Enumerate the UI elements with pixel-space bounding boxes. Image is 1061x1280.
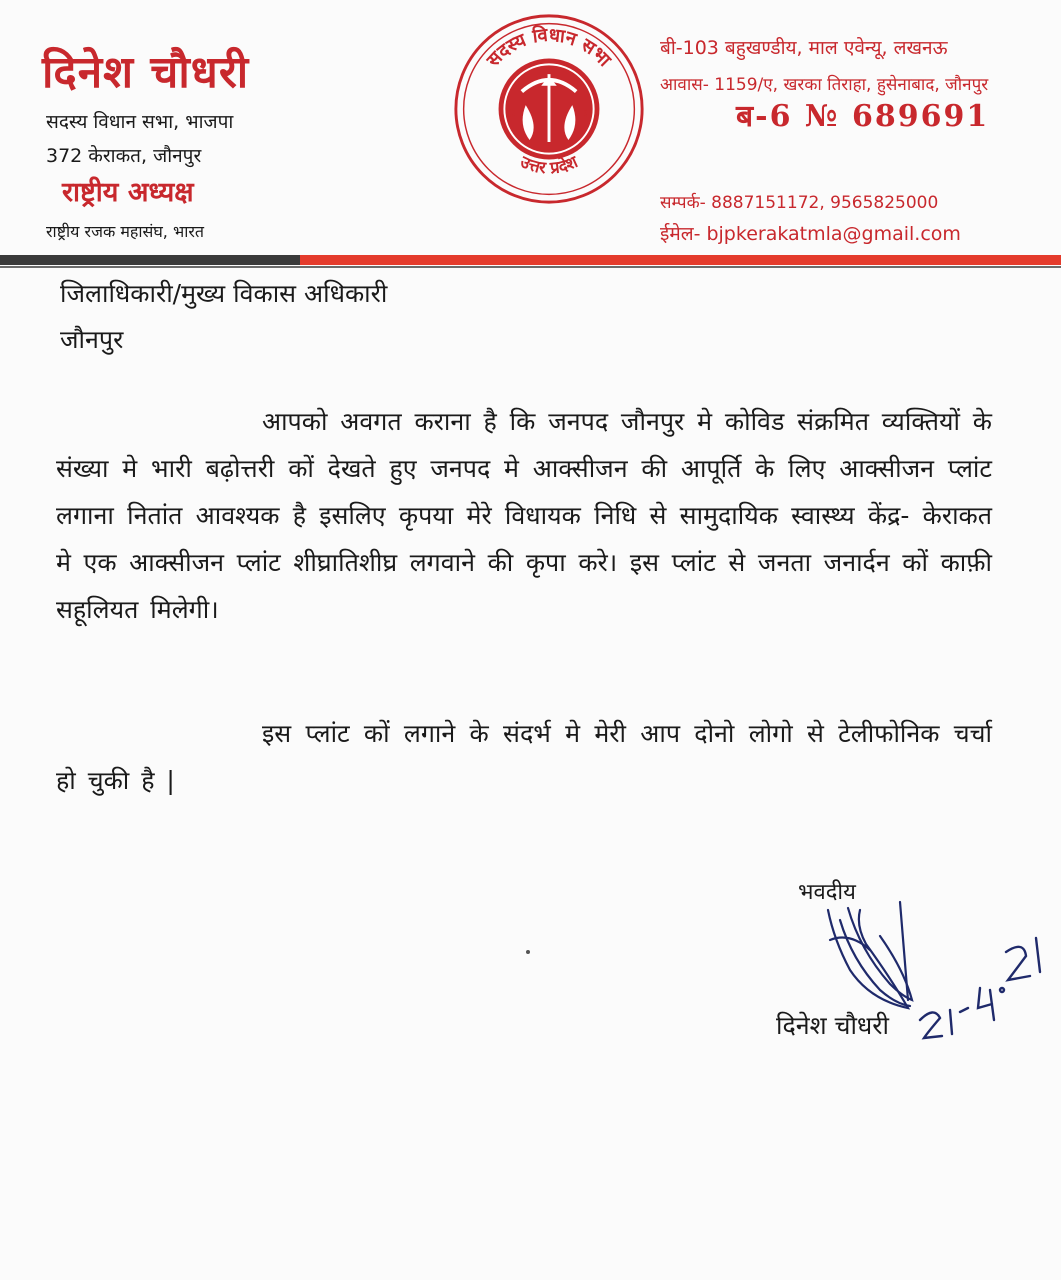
recipient-title: जिलाधिकारी/मुख्य विकास अधिकारी <box>60 279 388 308</box>
letterhead-post: राष्ट्रीय अध्यक्ष <box>62 177 194 208</box>
assembly-seal-logo <box>452 12 646 206</box>
svg-text:✱: ✱ <box>582 105 593 120</box>
email-address: ईमेल- bjpkerakatmla@gmail.com <box>660 223 961 245</box>
header-divider-red <box>300 255 1061 265</box>
seal-bottom-text: उत्तर प्रदेश <box>517 152 581 178</box>
svg-text:✱: ✱ <box>506 105 517 120</box>
body-paragraph-2: इस प्लांट कों लगाने के संदर्भ मे मेरी आप दोनो लोगो से टेलीफोनिक चर्चा हो चुकी है | <box>56 719 992 795</box>
letterhead-designation: सदस्य विधान सभा, भाजपा <box>46 111 234 133</box>
signer-name: दिनेश चौधरी <box>776 1011 889 1040</box>
serial-number: ब-6 № 689691 <box>736 99 990 134</box>
closing-salutation: भवदीय <box>798 880 856 905</box>
address-residence: आवास- 1159/ए, खरका तिराहा, हुसेनाबाद, जौनपुर <box>660 75 989 95</box>
seal-top-text: सदस्य विधान सभा <box>483 24 615 71</box>
letterhead-organisation: राष्ट्रीय रजक महासंघ, भारत <box>46 222 205 241</box>
stray-mark <box>526 950 530 954</box>
body-paragraph-1: आपको अवगत कराना है कि जनपद जौनपुर मे कोविड संक्रमित व्यक्तियों के संख्या मे भारी बढ़ोत्तरी कों देखते हुए जनपद मे आक्सीजन की आपूर्ति के लिए आक्सीजन प्लांट लगाना नितांत आवश्यक है इसलिए कृपया मेरे विधायक निधि से सामुदायिक स्वास्थ्य केंद्र- केराकत मे एक आक्सीजन प्लांट शीघ्रातिशीघ्र लगवाने की कृपा करे। इस प्लांट से जनता जनार्दन कों काफ़ी सहूलियत मिलेगी। <box>56 407 992 624</box>
letterhead-name: दिनेश चौधरी <box>42 47 250 98</box>
header-divider-dark <box>0 255 300 265</box>
address-office: बी-103 बहुखण्डीय, माल एवेन्यू, लखनऊ <box>660 37 948 59</box>
contact-numbers: सम्पर्क- 8887151172, 9565825000 <box>660 193 939 213</box>
header-divider-thin <box>0 266 1061 268</box>
letterhead-constituency: 372 केराकत, जौनपुर <box>46 145 202 167</box>
recipient-place: जौनपुर <box>60 325 124 354</box>
handwritten-signature <box>800 880 1050 1070</box>
